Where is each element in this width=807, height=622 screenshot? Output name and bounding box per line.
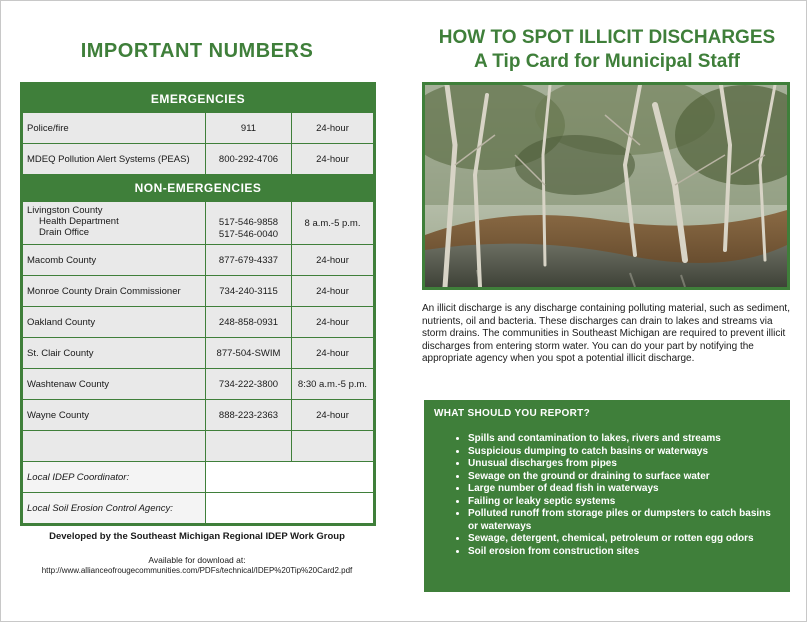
phone-number: 911 <box>206 113 292 143</box>
table-row <box>23 143 373 174</box>
list-item: • Failing or leaky septic systems <box>468 496 780 509</box>
table-row <box>23 492 373 523</box>
phone-number: 877-504-SWIM <box>206 338 292 368</box>
hours: 24-hour <box>292 113 373 143</box>
drain-office-label: Drain Office <box>39 227 89 238</box>
report-list <box>434 433 780 558</box>
title-line-1: HOW TO SPOT ILLICIT DISCHARGES <box>438 27 776 48</box>
local-idep-blank <box>206 462 373 492</box>
non-emergencies-header: NON-EMERGENCIES <box>134 181 262 195</box>
important-numbers-title: IMPORTANT NUMBERS <box>80 40 314 62</box>
local-soil-blank <box>206 493 373 523</box>
download-url: http://www.allianceofrougecommunities.com/PDFs/technical/IDEP%20Tip%20Card2.pdf <box>41 566 353 575</box>
phone-numbers-table <box>20 82 376 526</box>
agency-name: Oakland County <box>23 307 206 337</box>
list-item: • Suspicious dumping to catch basins or waterways <box>468 446 780 459</box>
table-row <box>23 113 373 143</box>
list-item: • Polluted runoff from storage piles or dumpsters to catch basins or waterways <box>468 508 780 533</box>
intro-paragraph: An illicit discharge is any discharge containing polluting material, such as sediment, nutrients, oil and bacteria. These discharges can drain to lakes and streams via storm drains. The communities in Southeast Michigan are required to prevent illicit discharges from entering storm water. You can do your part by notifying the appropriate agency when you spot a potential illicit discharge. <box>422 303 790 364</box>
hours: 24-hour <box>292 307 373 337</box>
list-item: • Sewage, detergent, chemical, petroleum or rotten egg odors <box>468 533 780 546</box>
phone-number: 877-679-4337 <box>206 245 292 275</box>
hours: 24-hour <box>292 400 373 430</box>
table-row <box>23 461 373 492</box>
agency-name: St. Clair County <box>23 338 206 368</box>
hours: 8 a.m.-5 p.m. <box>292 202 373 244</box>
table-row <box>23 244 373 275</box>
hours: 24-hour <box>292 144 373 174</box>
list-item: • Large number of dead fish in waterways <box>468 483 780 496</box>
local-soil-label: Local Soil Erosion Control Agency: <box>23 493 206 523</box>
agency-name: Wayne County <box>23 400 206 430</box>
agency-name <box>23 431 206 461</box>
table-row <box>23 337 373 368</box>
list-item: • Spills and contamination to lakes, rivers and streams <box>468 433 780 446</box>
hours: 24-hour <box>292 245 373 275</box>
phone-number <box>206 431 292 461</box>
what-to-report-box <box>424 400 790 592</box>
table-row <box>23 202 373 244</box>
stream-photo-illustration <box>425 85 787 287</box>
developed-by-credit: Developed by the Southeast Michigan Regional IDEP Work Group <box>49 531 345 542</box>
agency-name: Washtenaw County <box>23 369 206 399</box>
local-idep-label: Local IDEP Coordinator: <box>23 462 206 492</box>
table-row <box>23 430 373 461</box>
phone-number <box>206 202 292 244</box>
phone-number: 800-292-4706 <box>206 144 292 174</box>
phone-number: 734-240-3115 <box>206 276 292 306</box>
table-row <box>23 306 373 337</box>
table-row <box>23 368 373 399</box>
drain-office-number: 517-546-0040 <box>218 229 279 240</box>
list-item: • Sewage on the ground or draining to surface water <box>468 471 780 484</box>
hours: 24-hour <box>292 338 373 368</box>
report-title: WHAT SHOULD YOU REPORT? <box>434 408 590 419</box>
hours: 24-hour <box>292 276 373 306</box>
emergencies-rows <box>23 113 373 174</box>
phone-number: 888-223-2363 <box>206 400 292 430</box>
title-line-2: A Tip Card for Municipal Staff <box>473 51 740 72</box>
agency-name: Monroe County Drain Commissioner <box>23 276 206 306</box>
list-item: • Unusual discharges from pipes <box>468 458 780 471</box>
phone-number: 248-858-0931 <box>206 307 292 337</box>
stream-photo <box>422 82 790 290</box>
table-row <box>23 399 373 430</box>
tip-card-title <box>422 26 792 74</box>
agency-name <box>23 202 206 244</box>
list-item: • Soil erosion from construction sites <box>468 546 780 559</box>
livingston-county-label: Livingston County <box>27 205 103 216</box>
hours: 8:30 a.m.-5 p.m. <box>292 369 373 399</box>
health-department-label: Health Department <box>39 216 119 227</box>
table-row <box>23 275 373 306</box>
non-emergencies-rows <box>23 202 373 523</box>
health-department-number: 517-546-9858 <box>218 217 279 228</box>
agency-name: Police/fire <box>23 113 206 143</box>
emergencies-header: EMERGENCIES <box>150 92 246 106</box>
agency-name: MDEQ Pollution Alert Systems (PEAS) <box>23 144 206 174</box>
available-for-download: Available for download at: <box>148 555 246 565</box>
hours <box>292 431 373 461</box>
phone-number: 734-222-3800 <box>206 369 292 399</box>
agency-name: Macomb County <box>23 245 206 275</box>
